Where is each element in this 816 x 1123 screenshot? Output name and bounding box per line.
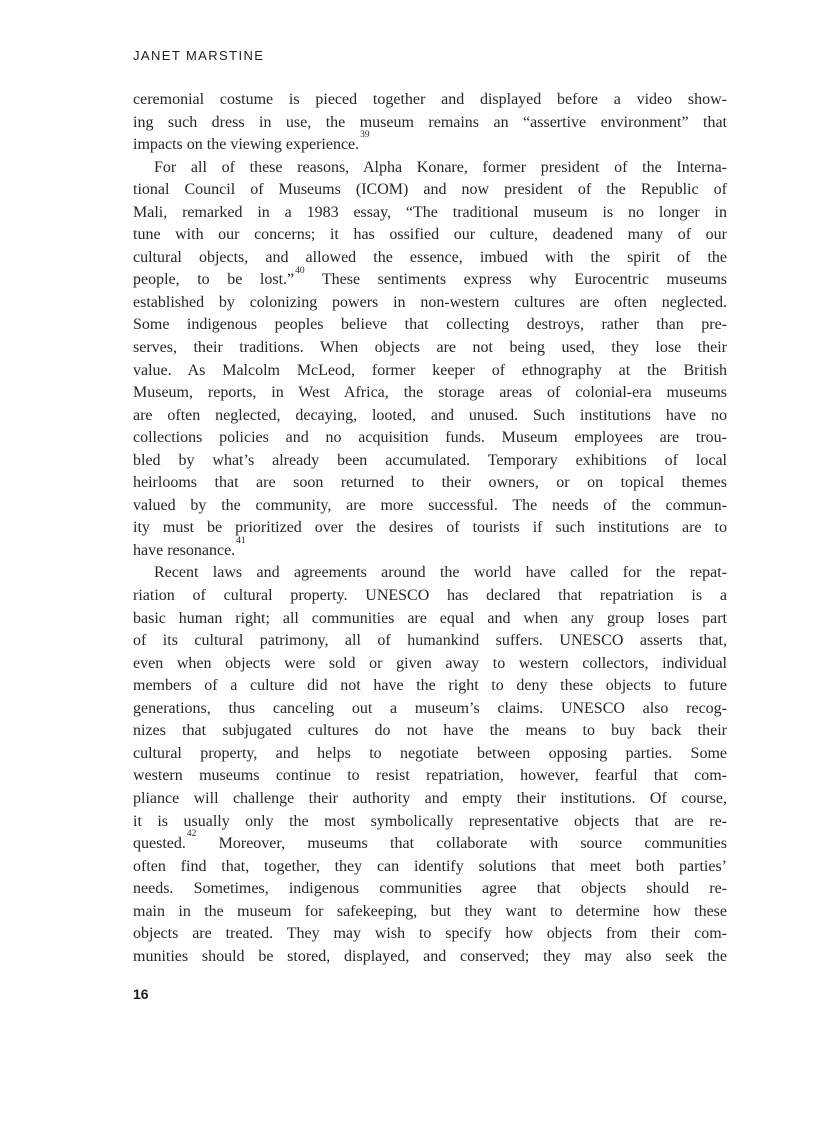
text-line: generations, thus canceling out a museum’s claims. UNESCO also recog- bbox=[133, 699, 727, 717]
text-line: impacts on the viewing experience.$^{39}$ bbox=[133, 130, 370, 154]
text-line: it is usually only the most symbolically representative objects that are re- bbox=[133, 812, 727, 830]
text-line: often find that, together, they can identify solutions that meet both parties’ bbox=[133, 857, 727, 875]
page-number: 16 bbox=[133, 986, 149, 1002]
text-line: ing such dress in use, the museum remains an “assertive environment” that bbox=[133, 113, 727, 131]
text-line: main in the museum for safekeeping, but they want to determine how these bbox=[133, 902, 727, 920]
footnote-ref: 42 bbox=[186, 829, 197, 840]
text-line: For all of these reasons, Alpha Konare, former president of the Interna- bbox=[154, 158, 727, 176]
text-line: riation of cultural property. UNESCO has declared that repatriation is a bbox=[133, 587, 727, 605]
text-line: heirlooms that are soon returned to their owners, or on topical themes bbox=[133, 474, 727, 492]
text-line: of its cultural patrimony, all of humankind suffers. UNESCO asserts that, bbox=[133, 632, 727, 650]
text-line: Recent laws and agreements around the world have called for the repat- bbox=[154, 564, 727, 582]
text-line: Mali, remarked in a 1983 essay, “The traditional museum is no longer in bbox=[133, 203, 727, 221]
text-line: ity must be prioritized over the desires of tourists if such institutions are to bbox=[133, 519, 727, 537]
text-line: needs. Sometimes, indigenous communities agree that objects should re- bbox=[133, 880, 727, 898]
text-line: cultural objects, and allowed the essence, imbued with the spirit of the bbox=[133, 248, 727, 266]
text-line: bled by what’s already been accumulated. Temporary exhibitions of local bbox=[133, 451, 727, 469]
text-line: people, to be lost.”$^{40}$ These sentiments express why Eurocentric museums bbox=[133, 265, 727, 289]
text-line: quested.$^{42}$ Moreover, museums that collaborate with source communities bbox=[133, 829, 727, 853]
text-line: collections policies and no acquisition funds. Museum employees are trou- bbox=[133, 429, 727, 447]
footnote-ref: 41 bbox=[236, 536, 246, 547]
text-line: serves, their traditions. When objects are not being used, they lose their bbox=[133, 339, 727, 357]
text-line: established by colonizing powers in non-western cultures are often neglected. bbox=[133, 293, 727, 311]
running-head: JANET MARSTINE bbox=[133, 48, 265, 63]
text-line: value. As Malcolm McLeod, former keeper of ethnography at the British bbox=[133, 361, 727, 379]
text-line: pliance will challenge their authority and empty their institutions. Of course, bbox=[133, 789, 727, 807]
text-line: Museum, reports, in West Africa, the storage areas of colonial-era museums bbox=[133, 384, 727, 402]
text-line: valued by the community, are more successful. The needs of the commun- bbox=[133, 496, 727, 514]
text-line: cultural property, and helps to negotiate between opposing parties. Some bbox=[133, 744, 727, 762]
text-line: basic human right; all communities are equal and when any group loses part bbox=[133, 609, 727, 627]
text-line: are often neglected, decaying, looted, and unused. Such institutions have no bbox=[133, 406, 727, 424]
text-line: have resonance.$^{41}$ bbox=[133, 536, 246, 559]
body-text bbox=[133, 89, 727, 968]
text-line: even when objects were sold or given away to western collectors, individual bbox=[133, 654, 727, 672]
footnote-ref: 40 bbox=[295, 265, 305, 276]
text-line: tune with our concerns; it has ossified our culture, deadened many of our bbox=[133, 226, 727, 244]
text-line: tional Council of Museums (ICOM) and now president of the Republic of bbox=[133, 181, 727, 199]
text-line: Some indigenous peoples believe that collecting destroys, rather than pre- bbox=[133, 316, 727, 334]
text-line: munities should be stored, displayed, and conserved; they may also seek the bbox=[133, 947, 727, 965]
text-line: nizes that subjugated cultures do not have the means to buy back their bbox=[133, 722, 727, 740]
text-line: objects are treated. They may wish to specify how objects from their com- bbox=[133, 925, 727, 943]
footnote-ref: 39 bbox=[360, 130, 370, 141]
text-line: members of a culture did not have the right to deny these objects to future bbox=[133, 677, 727, 695]
text-line: western museums continue to resist repatriation, however, fearful that com- bbox=[133, 767, 727, 785]
text-line: ceremonial costume is pieced together and displayed before a video show- bbox=[133, 91, 727, 108]
